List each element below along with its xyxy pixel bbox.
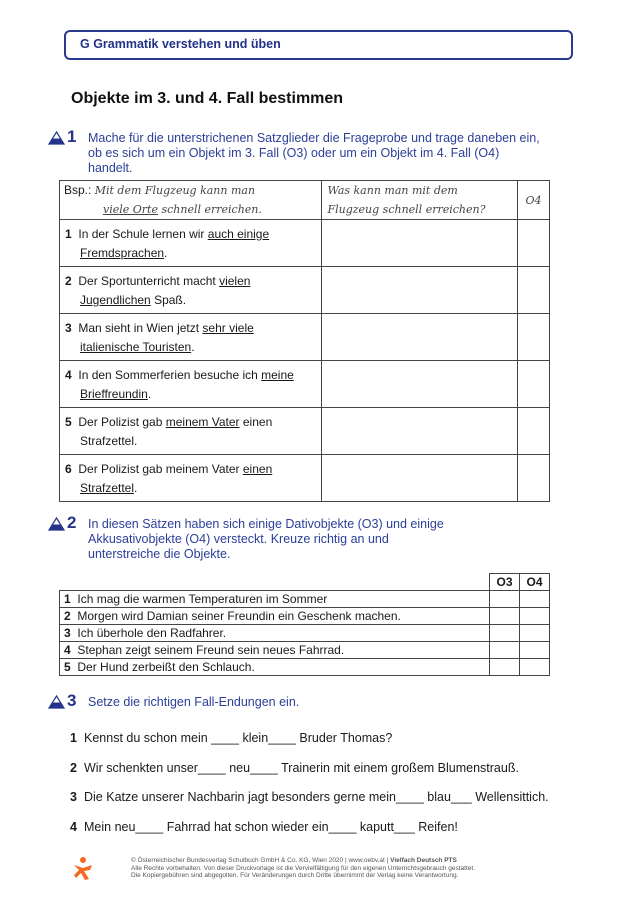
case-field[interactable] [518,220,550,267]
example-sentence-line1: Mit dem Flugzeug kann man [94,184,256,197]
sentence-1: 1 Kennst du schon mein ____ klein____ Bruder Thomas? [70,731,393,745]
sentence-3: 3 Die Katze unserer Nachbarin jagt besonders gerne mein____ blau___ Wellensittich. [70,790,549,804]
table-row: 2 Morgen wird Damian seiner Freundin ein Geschenk machen. [60,608,550,625]
answer-field[interactable] [322,314,518,361]
exercise-2-instruction: In diesen Sätzen haben sich einige Dativobjekte (O3) und einige Akkusativobjekte (O4) versteckt. Kreuze richtig an und unterstreiche die Objekte. [88,517,444,561]
exercise-2-number: 2 [67,513,77,532]
case-field[interactable] [518,267,550,314]
publisher-logo-icon [70,856,96,882]
example-prefix: Bsp.: [64,183,92,197]
o4-checkbox[interactable] [520,591,550,608]
difficulty-triangle-icon [48,695,65,709]
table-header-row [60,574,550,591]
exercise-1-number: 1 [67,127,77,146]
case-field[interactable] [518,314,550,361]
sentence-4: 4 Mein neu____ Fahrrad hat schon wieder ein____ kaputt___ Reifen! [70,820,458,834]
sentence-2: 2 Wir schenkten unser____ neu____ Trainerin mit einem großem Blumenstrauß. [70,761,519,775]
difficulty-triangle-icon [48,517,65,531]
o4-checkbox[interactable] [520,642,550,659]
exercise-1-table [59,180,550,502]
o4-checkbox[interactable] [520,625,550,642]
exercise-2-table [59,573,550,676]
answer-field[interactable] [322,455,518,502]
answer-field[interactable] [322,267,518,314]
o3-checkbox[interactable] [490,591,520,608]
exercise-3-number: 3 [67,691,77,710]
table-row: 3 Ich überhole den Radfahrer. [60,625,550,642]
o4-checkbox[interactable] [520,608,550,625]
exercise-1-instruction: Mache für die unterstrichenen Satzglieder die Frageprobe und trage daneben ein, ob es sich um ein Objekt im 3. Fall (O3) oder um ein Objekt im 4. Fall (O4) handelt. [88,131,540,175]
table-row: 2 Der Sportunterricht macht vielen Jugendlichen Spaß. [60,267,550,314]
example-sentence-line2: schnell erreichen. [157,203,262,216]
footer-text: © Österreichischer Bundesverlag Schulbuch GmbH & Co. KG, Wien 2020 | www.oebv.at | Vielfach Deutsch PTS Alle Rechte vorbehalten. Von dieser Druckvorlage ist die Vervielfältigung für den eigenen Unterrichtsgebrauch gestattet. Die Kopiergebühren sind abgegolten. Für Veränderungen durch Dritte übernimmt der Verlag keine Verantwortung. [131,857,475,879]
o4-checkbox[interactable] [520,659,550,676]
table-row: 3 Man sieht in Wien jetzt sehr viele italienische Touristen. [60,314,550,361]
exercise-3-instruction: Setze die richtigen Fall-Endungen ein. [88,695,300,709]
table-row: 4 In den Sommerferien besuche ich meine Brieffreundin. [60,361,550,408]
difficulty-triangle-icon [48,131,65,145]
answer-field[interactable] [322,220,518,267]
table-row: 6 Der Polizist gab meinem Vater einen Strafzettel. [60,455,550,502]
example-question-line1: Was kann man mit dem [327,184,458,197]
o3-checkbox[interactable] [490,625,520,642]
answer-field[interactable] [322,408,518,455]
o3-checkbox[interactable] [490,659,520,676]
table-row: 1 In der Schule lernen wir auch einige Fremdsprachen. [60,220,550,267]
header-label: G Grammatik verstehen und üben [80,37,281,51]
o3-checkbox[interactable] [490,642,520,659]
case-field[interactable] [518,361,550,408]
case-field[interactable] [518,455,550,502]
col-o3-header: O3 [490,574,520,591]
table-row [60,181,550,220]
table-row: 5 Der Hund zerbeißt den Schlauch. [60,659,550,676]
example-question-line2: Flugzeug schnell erreichen? [327,203,486,216]
table-row: 1 Ich mag die warmen Temperaturen im Sommer [60,591,550,608]
o3-checkbox[interactable] [490,608,520,625]
table-row: 5 Der Polizist gab meinem Vater einen Strafzettel. [60,408,550,455]
page-title: Objekte im 3. und 4. Fall bestimmen [71,90,344,107]
example-underlined: viele Orte [103,203,158,216]
table-row: 4 Stephan zeigt seinem Freund sein neues Fahrrad. [60,642,550,659]
answer-field[interactable] [322,361,518,408]
col-o4-header: O4 [520,574,550,591]
example-case: O4 [525,193,542,207]
case-field[interactable] [518,408,550,455]
